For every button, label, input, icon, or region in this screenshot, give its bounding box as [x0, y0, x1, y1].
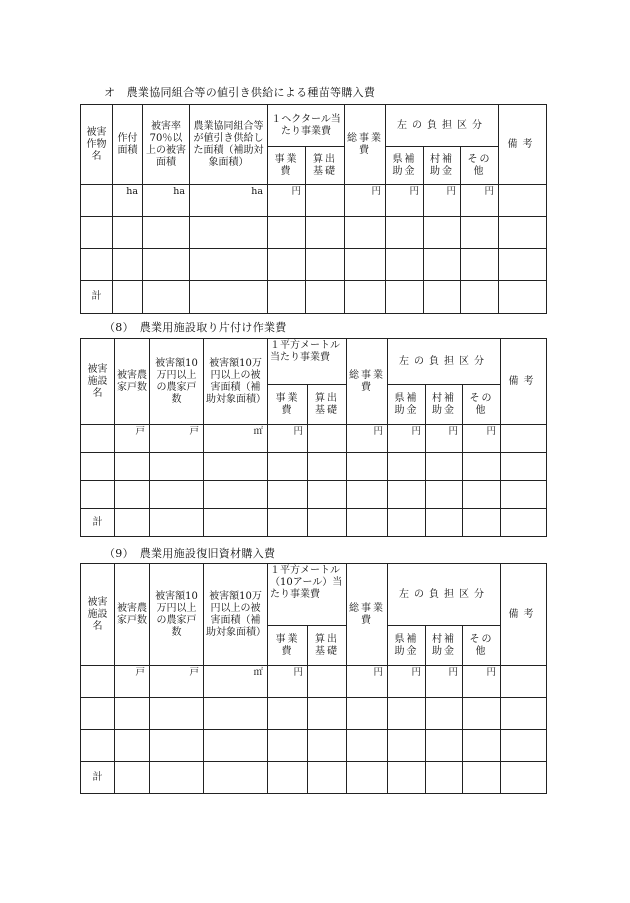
- header-subsidized-area: 被害額10万円以上の被害面積（補助対象面積）: [204, 339, 268, 425]
- unit-label: 円: [388, 666, 426, 698]
- header-calc-basis: 算出基礎: [308, 626, 347, 666]
- unit-label: 戸: [115, 666, 150, 698]
- table-row: [81, 730, 547, 762]
- header-households-over-100k: 被害額10万円以上の農家戸数: [150, 564, 204, 666]
- header-burden-split: 左の負担区分: [388, 339, 501, 385]
- unit-label: 円: [426, 425, 463, 453]
- header-damaged-households: 被害農家戸数: [115, 564, 150, 666]
- unit-label: 戸: [150, 666, 204, 698]
- unit-label: 円: [424, 185, 461, 217]
- header-calc-basis: 算出基礎: [308, 385, 347, 425]
- table-row: [81, 425, 547, 453]
- unit-label: 円: [386, 185, 424, 217]
- total-label: 計: [81, 281, 113, 314]
- section-title: オ 農業協同組合等の値引き供給による種苗等購入費: [104, 86, 376, 99]
- unit-label: 円: [463, 425, 501, 453]
- section-title: （8） 農業用施設取り片付け作業費: [104, 321, 287, 334]
- table-row-total: [81, 281, 547, 314]
- header-per-unit-cost: １平方メートル（10アール）当たり事業費: [268, 564, 347, 626]
- unit-label: ha: [113, 185, 143, 217]
- header-village-subsidy: 村補助金: [426, 385, 463, 425]
- header-damaged-facility: 被害施設名: [81, 339, 115, 425]
- header-damaged-crop: 被害作物名: [81, 105, 113, 185]
- cost-table-cleanup: [80, 338, 547, 537]
- unit-label: ha: [143, 185, 190, 217]
- total-label: 計: [81, 762, 115, 794]
- header-damaged-facility: 被害施設名: [81, 564, 115, 666]
- total-label: 計: [81, 509, 115, 537]
- unit-label: 円: [463, 666, 501, 698]
- header-burden-split: 左の負担区分: [386, 105, 499, 147]
- header-project-cost: 事業費: [268, 626, 308, 666]
- unit-label: ha: [190, 185, 268, 217]
- header-village-subsidy: 村補助金: [424, 147, 461, 185]
- header-pref-subsidy: 県補助金: [386, 147, 424, 185]
- header-calc-basis: 算出基礎: [306, 147, 345, 185]
- unit-label: ㎡: [204, 666, 268, 698]
- header-per-unit-cost: １ヘクタール当たり事業費: [268, 105, 345, 147]
- unit-label: ㎡: [204, 425, 268, 453]
- unit-label: 円: [268, 666, 308, 698]
- header-households-over-100k: 被害額10万円以上の農家戸数: [150, 339, 204, 425]
- table-row: [81, 249, 547, 281]
- header-planted-area: 作付面積: [113, 105, 143, 185]
- header-damaged-households: 被害農家戸数: [115, 339, 150, 425]
- unit-label: 円: [426, 666, 463, 698]
- table-row: [81, 453, 547, 481]
- header-subsidized-area: 農業協同組合等が値引き供給した面積（補助対象面積）: [190, 105, 268, 185]
- header-subsidized-area: 被害額10万円以上の被害面積（補助対象面積）: [204, 564, 268, 666]
- table-row-total: [81, 762, 547, 794]
- header-other: その他: [461, 147, 499, 185]
- header-project-cost: 事業費: [268, 385, 308, 425]
- header-burden-split: 左の負担区分: [388, 564, 501, 626]
- header-per-unit-cost: １平方メートル当たり事業費: [268, 339, 347, 385]
- cost-table-seedlings: [80, 104, 547, 314]
- table-row: [81, 698, 547, 730]
- unit-label: 円: [268, 185, 306, 217]
- unit-label: 円: [268, 425, 308, 453]
- unit-label: 円: [347, 425, 388, 453]
- header-other: その他: [463, 385, 501, 425]
- header-pref-subsidy: 県補助金: [388, 385, 426, 425]
- table-row: [81, 185, 547, 217]
- unit-label: 円: [345, 185, 386, 217]
- header-total-cost: 総事業費: [347, 564, 388, 666]
- table-row: [81, 481, 547, 509]
- unit-label: 円: [347, 666, 388, 698]
- header-pref-subsidy: 県補助金: [388, 626, 426, 666]
- table-row: [81, 666, 547, 698]
- cost-table-materials: [80, 563, 547, 794]
- header-total-cost: 総事業費: [347, 339, 388, 425]
- unit-label: 円: [461, 185, 499, 217]
- unit-label: 戸: [150, 425, 204, 453]
- unit-label: 円: [388, 425, 426, 453]
- header-other: その他: [463, 626, 501, 666]
- header-remarks: 備考: [501, 339, 547, 425]
- section-title: （9） 農業用施設復旧資材購入費: [104, 547, 276, 560]
- header-remarks: 備考: [501, 564, 547, 666]
- table-row: [81, 217, 547, 249]
- unit-label: 戸: [115, 425, 150, 453]
- header-total-cost: 総事業費: [345, 105, 386, 185]
- header-project-cost: 事業費: [268, 147, 306, 185]
- table-row-total: [81, 509, 547, 537]
- header-remarks: 備考: [499, 105, 547, 185]
- header-damage-area: 被害率70％以上の被害面積: [143, 105, 190, 185]
- header-village-subsidy: 村補助金: [426, 626, 463, 666]
